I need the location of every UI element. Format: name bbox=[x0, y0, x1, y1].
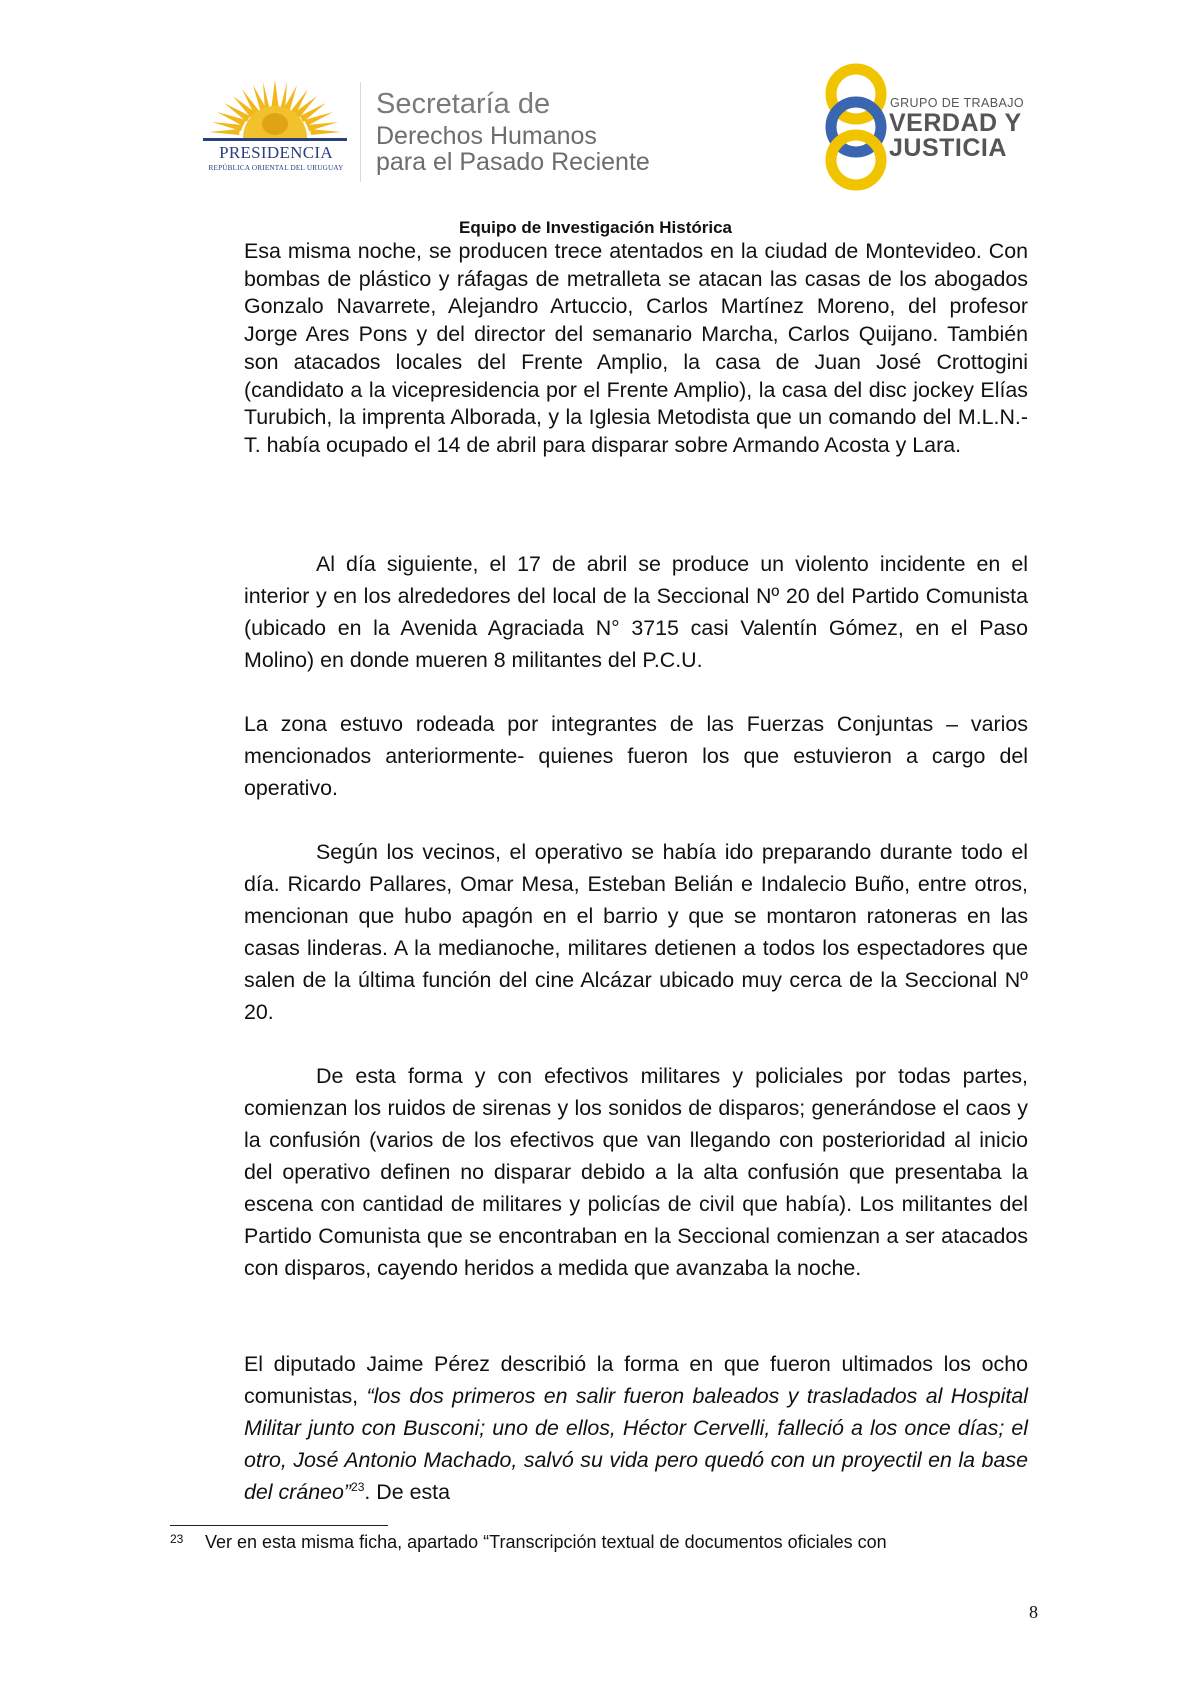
paragraph-4-block bbox=[244, 836, 1028, 1028]
secretaria-title-line2: Derechos Humanos bbox=[376, 122, 597, 150]
team-title: Equipo de Investigación Histórica bbox=[459, 218, 732, 237]
paragraph-1-block bbox=[244, 238, 1028, 460]
paragraph-5-block bbox=[244, 1060, 1028, 1284]
presidencia-name: PRESIDENCIA bbox=[219, 143, 333, 162]
secretaria-title-line3: para el Pasado Reciente bbox=[376, 148, 650, 176]
paragraph-2: Al día siguiente, el 17 de abril se produce un violento incidente en el interior y en los alrededores del local de la Seccional Nº 20 del Partido Comunista (ubicado en la Avenida Agraciada N° 3715 casi Valentín Gómez, en el Paso Molino) en donde mueren 8 militantes del P.C.U. bbox=[244, 552, 1028, 672]
secretaria-title-line1: Secretaría de bbox=[376, 88, 551, 120]
footnote-number: 23 bbox=[170, 1532, 184, 1546]
verdad-y-label: VERDAD Y bbox=[889, 109, 1022, 137]
presidencia-subtitle: REPÚBLICA ORIENTAL DEL URUGUAY bbox=[208, 164, 344, 172]
paragraph-6-block bbox=[244, 1348, 1028, 1508]
footnote-text: Ver en esta misma ficha, apartado “Transcripción textual de documentos oficiales con bbox=[205, 1532, 887, 1552]
paragraph-6 bbox=[244, 1348, 1028, 1508]
header-divider bbox=[360, 82, 361, 182]
paragraph-1: Esa misma noche, se producen trece atentados en la ciudad de Montevideo. Con bombas de plástico y ráfagas de metralleta se atacan las casas de los abogados Gonzalo Navarrete, Alejandro Artuccio, Carlos Martínez Moreno, del profesor Jorge Ares Pons y del director del semanario Marcha, Carlos Quijano. También son atacados locales del Frente Amplio, la casa de Juan José Crottogini (candidato a la vicepresidencia por el Frente Amplio), la casa del disc jockey Elías Turubich, la imprenta Alborada, y la Iglesia Metodista que un comando del M.L.N.-T. había ocupado el 14 de abril para disparar sobre Armando Acosta y Lara. bbox=[244, 239, 1028, 457]
paragraph-6-intro: El diputado Jaime Pérez describió la forma en que fueron ultimados los ocho comunistas, bbox=[244, 1352, 1028, 1408]
justicia-label: JUSTICIA bbox=[889, 134, 1007, 162]
paragraph-3: La zona estuvo rodeada por integrantes de las Fuerzas Conjuntas – varios mencionados anteriormente- quienes fueron los que estuvieron a cargo del operativo. bbox=[244, 712, 1028, 800]
paragraph-6-quote: “los dos primeros en salir fueron baleados y trasladados al Hospital Militar junto con Busconi; uno de ellos, Héctor Cervelli, falleció a los once días; el otro, José Antonio Machado, salvó su vida pero quedó con un proyectil en la base del cráneo” bbox=[244, 1384, 1028, 1504]
footnote-separator bbox=[170, 1525, 388, 1526]
paragraph-2-block bbox=[244, 548, 1028, 676]
footnote-reference[interactable]: 23 bbox=[351, 1479, 365, 1494]
paragraph-4: Según los vecinos, el operativo se había ido preparando durante todo el día. Ricardo Pallares, Omar Mesa, Esteban Belián e Indalecio Buño, entre otros, mencionan que hubo apagón en el barrio y que se montaron ratoneras en las casas linderas. A la medianoche, militares detienen a todos los espectadores que salen de la última función del cine Alcázar ubicado muy cerca de la Seccional Nº 20. bbox=[244, 840, 1028, 1024]
page-number: 8 bbox=[1029, 1602, 1038, 1622]
grupo-trabajo-label: GRUPO DE TRABAJO bbox=[890, 96, 1024, 110]
paragraph-5: De esta forma y con efectivos militares y policiales por todas partes, comienzan los ruidos de sirenas y los sonidos de disparos; generándose el caos y la confusión (varios de los efectivos que van llegando con posterioridad al inicio del operativo definen no disparar debido a la alta confusión que presentaba la escena con cantidad de militares y policías de civil que había). Los militantes del Partido Comunista que se encontraban en la Seccional comienzan a ser atacados con disparos, cayendo heridos a medida que avanzaba la noche. bbox=[244, 1064, 1028, 1280]
paragraph-6-end: . De esta bbox=[364, 1480, 450, 1504]
paragraph-3-block bbox=[244, 708, 1028, 804]
